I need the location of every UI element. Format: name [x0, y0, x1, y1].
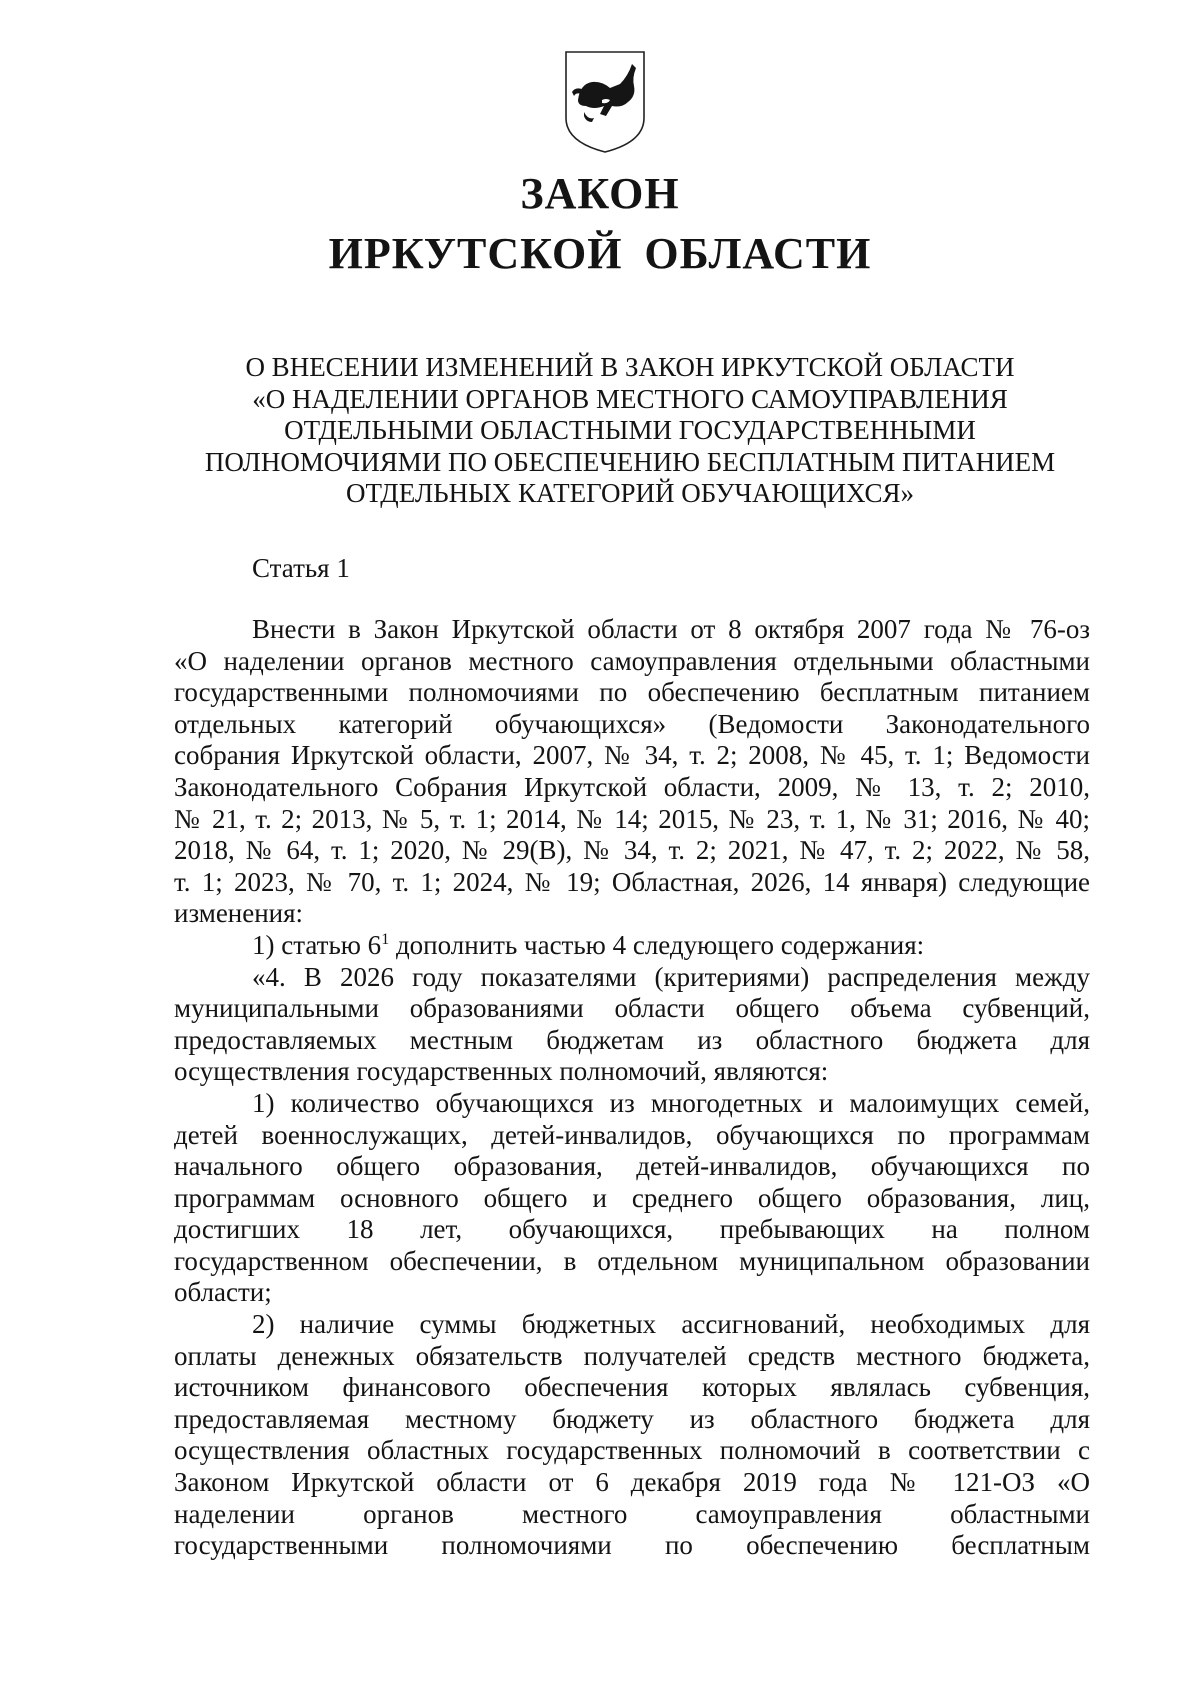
body-line: № 21, т. 2; 2013, № 5, т. 1; 2014, № 14; 2015, № 23, т. 1, № 31; 2016, № 40; — [174, 803, 1090, 834]
body-line: 1) количество обучающихся из многодетных и малоимущих семей, — [252, 1087, 1090, 1118]
body-line: 2) наличие суммы бюджетных ассигнований, необходимых для — [252, 1309, 1090, 1340]
body-line: Законом Иркутской области от 6 декабря 2019 года № 121-ОЗ «О — [174, 1467, 1090, 1498]
body-line: источником финансового обеспечения которых являлась субвенция, — [174, 1372, 1090, 1403]
body-line: «О наделении органов местного самоуправления отдельными областными — [174, 645, 1090, 676]
body-line: достигших 18 лет, обучающихся, пребывающих на полном — [174, 1214, 1090, 1245]
law-subject-heading — [170, 352, 1090, 510]
body-line: Внести в Закон Иркутской области от 8 октября 2007 года № 76-оз — [252, 614, 1090, 644]
item-text: 1) статью 6 — [252, 929, 382, 960]
subject-line: ОТДЕЛЬНЫХ КАТЕГОРИЙ ОБУЧАЮЩИХСЯ» — [346, 478, 914, 508]
body-line: начального общего образования, детей-инвалидов, обучающихся по — [174, 1151, 1090, 1182]
body-line: отдельных категорий обучающихся» (Ведомости Законодательного — [174, 708, 1090, 739]
body-line: т. 1; 2023, № 70, т. 1; 2024, № 19; Областная, 2026, 14 января) следующие — [174, 866, 1090, 897]
body-line: государственном обеспечении, в отдельном муниципальном образовании — [174, 1245, 1090, 1276]
amendment-item-1 — [174, 930, 1090, 962]
body-line: предоставляемая местному бюджету из областного бюджета для — [174, 1403, 1090, 1434]
item-text: дополнить частью 4 следующего содержания: — [389, 929, 925, 960]
body-line: наделении органов местного самоуправления областными — [174, 1498, 1090, 1529]
body-line: программам основного общего и среднего общего образования, лиц, — [174, 1182, 1090, 1213]
body-line: осуществления государственных полномочий, являются: — [174, 1056, 829, 1087]
body-line: изменения: — [174, 898, 304, 929]
body-line: предоставляемых местным бюджетам из областного бюджета для — [174, 1024, 1090, 1055]
subject-line: ОТДЕЛЬНЫМИ ОБЛАСТНЫМИ ГОСУДАРСТВЕННЫМИ — [284, 415, 976, 445]
body-line: Законодательного Собрания Иркутской области, 2009, № 13, т. 2; 2010, — [174, 771, 1090, 802]
body-line: государственными полномочиями по обеспечению бесплатным — [174, 1530, 1090, 1561]
body-line: осуществления областных государственных полномочий в соответствии с — [174, 1435, 1090, 1466]
body-line: области; — [174, 1277, 272, 1308]
subject-line: ПОЛНОМОЧИЯМИ ПО ОБЕСПЕЧЕНИЮ БЕСПЛАТНЫМ ПИТАНИЕМ — [204, 446, 1056, 477]
body-line: оплаты денежных обязательств получателей средств местного бюджета, — [174, 1340, 1090, 1371]
law-title-line1: ЗАКОН — [520, 169, 680, 218]
law-title-line2: ИРКУТСКОЙ ОБЛАСТИ — [328, 229, 872, 278]
body-line: муниципальными образованиями области общего объема субвенций, — [174, 993, 1090, 1024]
subject-line: О ВНЕСЕНИИ ИЗМЕНЕНИЙ В ЗАКОН ИРКУТСКОЙ ОБЛАСТИ — [245, 352, 1015, 382]
article-body — [174, 614, 1090, 1562]
subject-line: «О НАДЕЛЕНИИ ОРГАНОВ МЕСТНОГО САМОУПРАВЛЕНИЯ — [252, 383, 1008, 414]
body-line: собрания Иркутской области, 2007, № 34, т. 2; 2008, № 45, т. 1; Ведомости — [174, 740, 1090, 771]
body-line: «4. В 2026 году показателями (критериями) распределения между — [252, 961, 1090, 992]
article-heading: Статья 1 — [252, 553, 350, 583]
article-superscript: 1 — [381, 930, 390, 948]
body-line: 2018, № 64, т. 1; 2020, № 29(В), № 34, т. 2; 2021, № 47, т. 2; 2022, № 58, — [174, 835, 1090, 866]
coat-of-arms-emblem — [562, 48, 648, 156]
body-line: детей военнослужащих, детей-инвалидов, обучающихся по программам — [174, 1119, 1090, 1150]
body-line: государственными полномочиями по обеспечению бесплатным питанием — [174, 677, 1090, 708]
